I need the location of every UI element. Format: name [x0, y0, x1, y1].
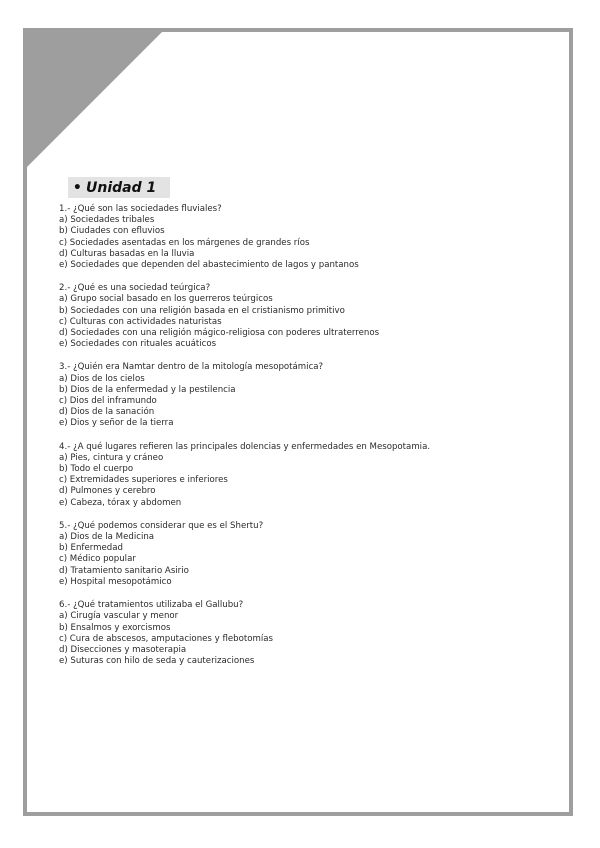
answer-option: c) Dios del inframundo — [59, 396, 157, 407]
answer-option: d) Tratamiento sanitario Asirio — [59, 565, 189, 576]
unit-heading — [68, 177, 170, 198]
questions-list — [59, 204, 559, 679]
answer-option: e) Hospital mesopotámico — [59, 576, 172, 587]
question-text: 1.- ¿Qué son las sociedades fluviales? — [59, 204, 222, 214]
answer-option: d) Pulmones y cerebro — [59, 486, 156, 497]
question-text: 3.- ¿Quién era Namtar dentro de la mitología mesopotámica? — [59, 362, 324, 373]
question-text: 2.- ¿Qué es una sociedad teúrgica? — [59, 283, 211, 294]
answer-option: d) Sociedades con una religión mágico-religiosa con poderes ultraterrenos — [59, 328, 380, 339]
question-block — [59, 600, 559, 667]
answer-option: e) Dios y señor de la tierra — [59, 418, 174, 429]
answer-option: d) Dios de la sanación — [59, 407, 155, 418]
answer-option: a) Pies, cintura y cráneo — [59, 452, 164, 463]
answer-option: e) Sociedades que dependen del abastecimiento de lagos y pantanos — [59, 260, 359, 271]
answer-option: a) Sociedades tribales — [59, 215, 155, 226]
answer-option: b) Dios de la enfermedad y la pestilencia — [59, 384, 236, 395]
answer-option: c) Médico popular — [59, 554, 136, 565]
answer-option: b) Ciudades con efluvios — [59, 226, 165, 237]
question-block — [59, 204, 559, 271]
question-text: 4.- ¿A qué lugares refieren las principales dolencias y enfermedades en Mesopotamia. — [59, 441, 431, 452]
question-text: 5.- ¿Qué podemos considerar que es el Shertu? — [59, 520, 264, 531]
answer-option: e) Suturas con hilo de seda y cauterizaciones — [59, 656, 255, 667]
question-block — [59, 442, 559, 509]
answer-option: e) Sociedades con rituales acuáticos — [59, 339, 217, 350]
answer-option: b) Enfermedad — [59, 543, 123, 554]
answer-option: d) Culturas basadas en la lluvia — [59, 248, 195, 259]
answer-option: d) Disecciones y masoterapia — [59, 644, 187, 655]
answer-option: a) Dios de la Medicina — [59, 532, 155, 543]
answer-option: a) Dios de los cielos — [59, 373, 145, 384]
answer-option: a) Cirugía vascular y menor — [59, 611, 179, 622]
question-block — [59, 521, 559, 588]
answer-option: b) Ensalmos y exorcismos — [59, 622, 171, 633]
unit-title: Unidad 1 — [86, 179, 157, 196]
answer-option: c) Culturas con actividades naturistas — [59, 316, 222, 327]
answer-option: b) Sociedades con una religión basada en el cristianismo primitivo — [59, 305, 345, 316]
question-text: 6.- ¿Qué tratamientos utilizaba el Gallubu? — [59, 600, 244, 611]
bullet-icon: • — [68, 179, 82, 196]
answer-option: b) Todo el cuerpo — [59, 464, 134, 475]
question-block — [59, 283, 559, 350]
answer-option: a) Grupo social basado en los guerreros teúrgicos — [59, 294, 273, 305]
answer-option: c) Extremidades superiores e inferiores — [59, 475, 228, 486]
question-block — [59, 362, 559, 429]
answer-option: c) Cura de abscesos, amputaciones y flebotomías — [59, 633, 273, 644]
answer-option: c) Sociedades asentadas en los márgenes de grandes ríos — [59, 237, 310, 248]
answer-option: e) Cabeza, tórax y abdomen — [59, 497, 182, 508]
